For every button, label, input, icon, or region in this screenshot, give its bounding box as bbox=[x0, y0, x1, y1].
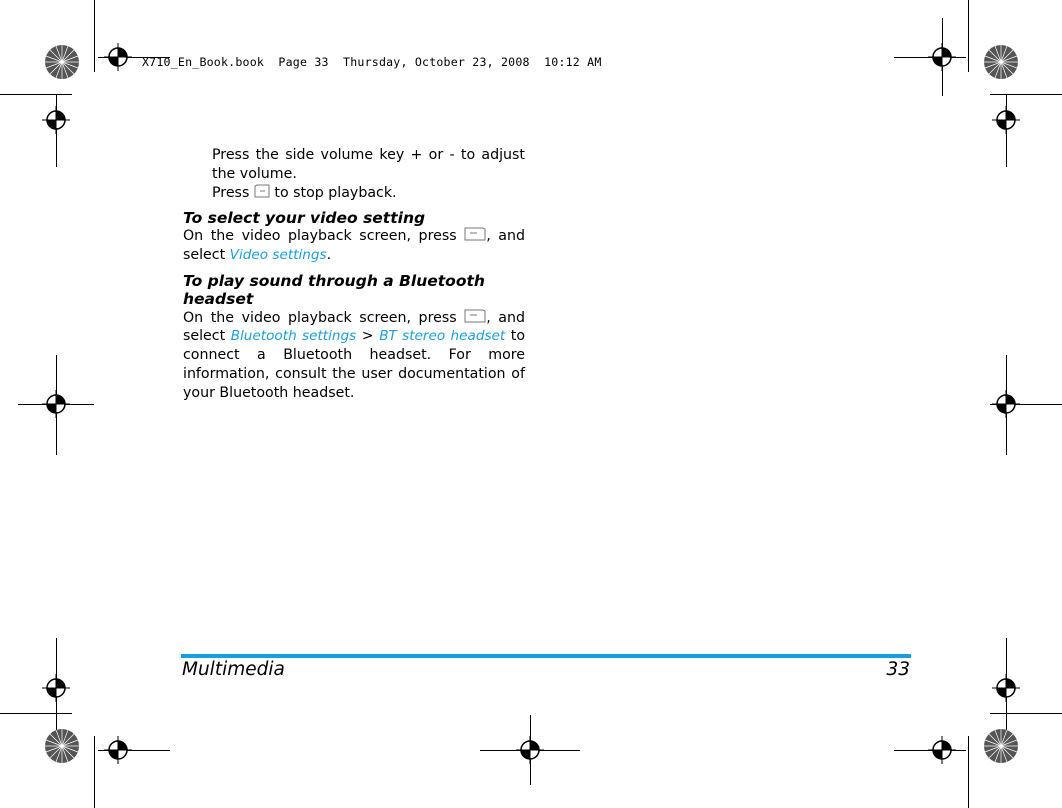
video-setting-line1-text: On the video playback screen, press bbox=[183, 228, 457, 244]
bluetooth-line1 bbox=[183, 309, 525, 328]
bt-stereo-headset-link: BT stereo headset bbox=[379, 328, 506, 344]
footer-section-title: Multimedia bbox=[182, 659, 285, 680]
stop-after: to stop playback. bbox=[274, 185, 397, 201]
volume-instruction: Press the side volume key + or - to adjust the volume. bbox=[212, 147, 525, 182]
to-word: to bbox=[510, 328, 526, 344]
video-setting-line1-end: , and bbox=[486, 228, 525, 244]
select-word: select bbox=[183, 328, 226, 344]
video-setting-heading: To select your video setting bbox=[183, 209, 426, 227]
video-setting-line1 bbox=[183, 227, 525, 246]
bluetooth-line2 bbox=[183, 327, 525, 346]
bluetooth-rest: connect a Bluetooth headset. For more information, consult the user documentation of your Bluetooth headset. bbox=[183, 347, 525, 401]
select-word: select bbox=[183, 247, 226, 263]
page-number: 33 bbox=[886, 659, 910, 680]
bluetooth-settings-link: Bluetooth settings bbox=[230, 328, 357, 344]
video-setting-line2 bbox=[183, 246, 525, 265]
bluetooth-heading bbox=[183, 272, 523, 308]
menu-separator: > bbox=[361, 328, 374, 344]
video-settings-link: Video settings bbox=[229, 247, 327, 263]
bluetooth-line1-text: On the video playback screen, press bbox=[183, 310, 457, 326]
stop-before: Press bbox=[212, 185, 250, 201]
bluetooth-heading-line2: headset bbox=[183, 290, 254, 308]
end-key-icon bbox=[254, 184, 270, 198]
bluetooth-line1-end: , and bbox=[486, 310, 525, 326]
stop-playback-line bbox=[212, 184, 532, 203]
period: . bbox=[326, 247, 332, 263]
right-softkey-icon bbox=[464, 227, 486, 241]
right-softkey-icon bbox=[464, 309, 486, 323]
bluetooth-heading-line1: To play sound through a Bluetooth bbox=[183, 272, 485, 290]
print-header: X710_En_Book.book Page 33 Thursday, October 23, 2008 10:12 AM bbox=[142, 55, 602, 69]
footer-rule bbox=[181, 654, 911, 658]
